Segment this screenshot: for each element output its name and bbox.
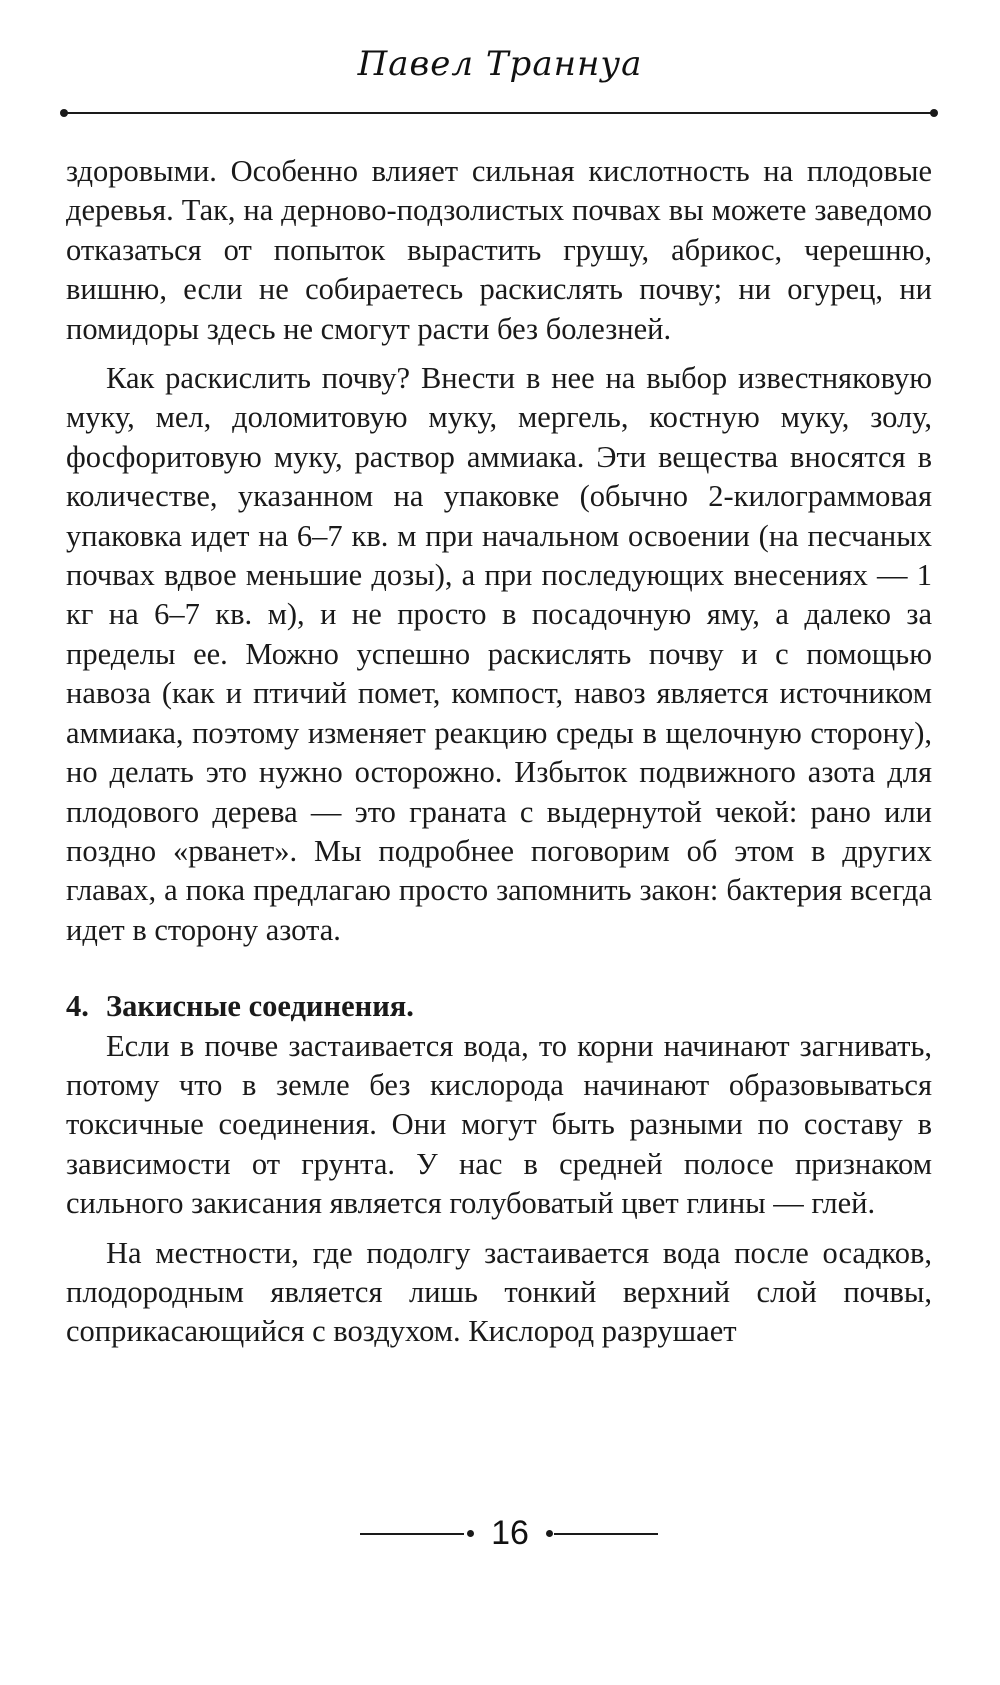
section-number: 4. bbox=[66, 989, 89, 1024]
footer-dot-right bbox=[546, 1530, 553, 1537]
paragraph-deacidification: Как раскислить почву? Внести в нее на выбор известняковую муку, мел, доломитовую муку, мергель, костную муку, золу, фосфоритовую муку, раствор аммиака. Эти вещества вносятся в количестве, указанном на упаковке (обычно 2-килограммовая упаковка идет на 6–7 кв. м при начальном освоении (на песчаных почвах вдвое меньшие дозы), а при последующих внесениях — 1 кг на 6–7 кв. м), и не просто в посадочную яму, а далеко за пределы ее. Можно успешно раскислять почву и с помощью навоза (как и птичий помет, компост, навоз является источником аммиака, поэтому изменяет реакцию среды в щелочную сторону), но делать это нужно осторожно. Избыток подвижного азота для плодового дерева — это граната с выдернутой чекой: рано или поздно «рванет». Мы подробнее поговорим об этом в других главах, а пока предлагаю просто запомнить закон: бактерия всегда идет в сторону азота. bbox=[66, 361, 932, 947]
footer-rule-right bbox=[554, 1533, 658, 1535]
paragraph-oxygen: На местности, где подолгу застаивается вода после осадков, плодородным является лишь тонкий верхний слой почвы, соприкасающийся с воздухом. Кислород разрушает bbox=[66, 1235, 932, 1349]
header-rule bbox=[64, 112, 934, 114]
author-name: Павел Траннуа bbox=[357, 44, 643, 84]
section-title: Закисные соединения. bbox=[106, 989, 414, 1024]
header-rule-dot-right bbox=[930, 109, 938, 117]
paragraph-continuation: здоровыми. Особенно влияет сильная кислотность на плодовые деревья. Так, на дерново-подзолистых почвах вы можете заведомо отказаться от попыток вырастить грушу, абрикос, черешню, вишню, если не собираетесь раскислять почву; ни огурец, ни помидоры здесь не смогут расти без болезней. bbox=[66, 154, 932, 346]
section-heading bbox=[66, 987, 932, 1026]
footer-rule-left bbox=[360, 1533, 464, 1535]
header-rule-dot-left bbox=[60, 109, 68, 117]
page-footer bbox=[0, 1508, 1000, 1558]
paragraph-waterlogging: Если в почве застаивается вода, то корни начинают загнивать, потому что в земле без кислорода начинают образовываться токсичные соединения. Они могут быть разными по составу в зависимости от грунта. У нас в средней полосе признаком сильного закисания является голубоватый цвет глины — глей. bbox=[66, 1028, 932, 1221]
page-body bbox=[66, 152, 932, 1352]
page-number: 16 bbox=[491, 1514, 529, 1552]
footer-dot-left bbox=[467, 1530, 474, 1537]
